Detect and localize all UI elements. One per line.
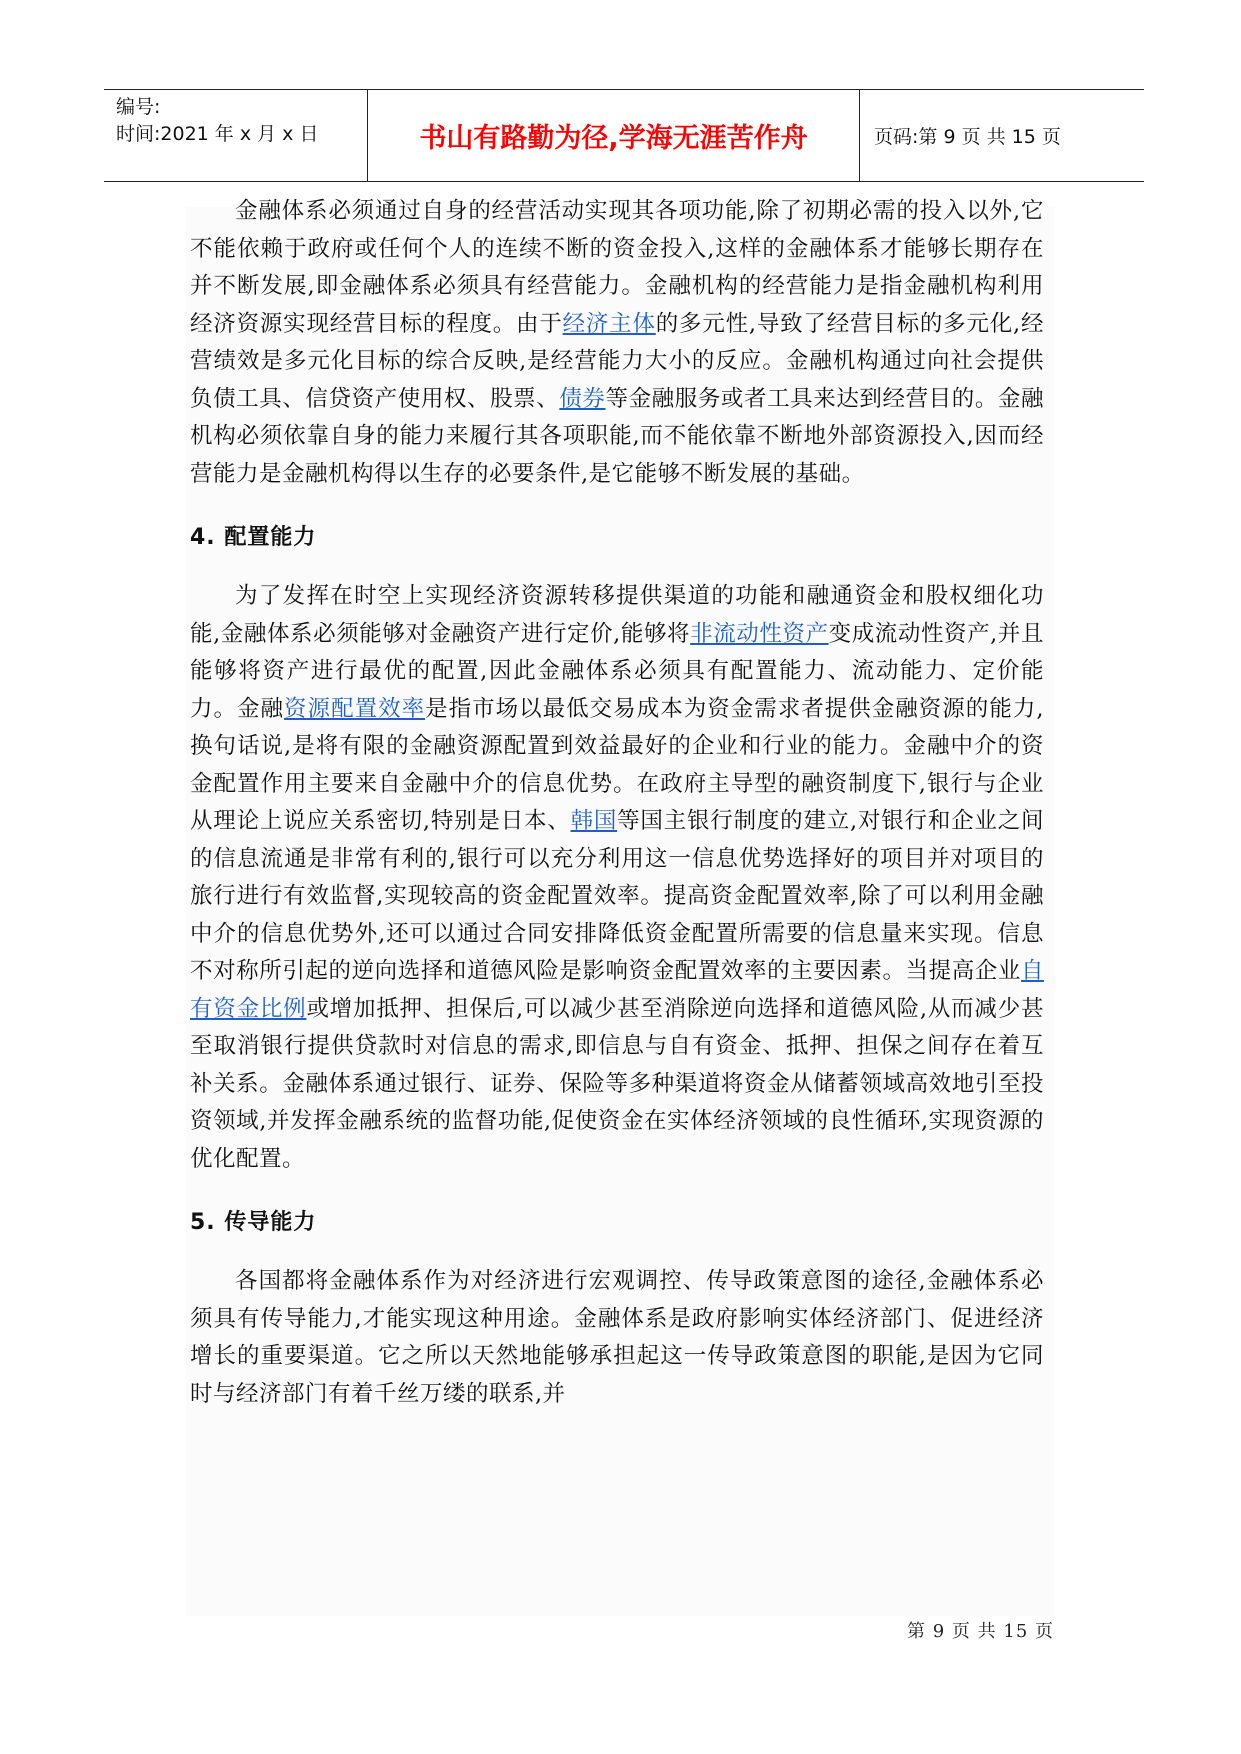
link-own-capital-ratio[interactable]: 自有资金比例 xyxy=(190,958,1044,1022)
paragraph-allocation-capacity: 为了发挥在时空上实现经济资源转移提供渠道的功能和融通资金和股权细化功能,金融体系必须能够对金融资产进行定价,能够将非流动性资产变成流动性资产,并且能够将资产进行最优的配置,因此金融体系必须具有配置能力、流动能力、定价能力。金融资源配置效率是指市场以最低交易成本为资金需求者提供金融资源的能力,换句话说,是将有限的金融资源配置到效益最好的企业和行业的能力。金融中介的资金配置作用主要来自金融中介的信息优势。在政府主导型的融资制度下,银行与企业从理论上说应关系密切,特别是日本、韩国等国主银行制度的建立,对银行和企业之间的信息流通是非常有利的,银行可以充分利用这一信息优势选择好的项目并对项目的旅行进行有效监督,实现较高的资金配置效率。提高资金配置效率,除了可以利用金融中介的信息优势外,还可以通过合同安排降低资金配置所需要的信息量来实现。信息不对称所引起的逆向选择和道德风险是影响资金配置效率的主要因素。当提高企业自有资金比例或增加抵押、担保后,可以减少甚至消除逆向选择和道德风险,从而减少甚至取消银行提供贷款时对信息的需求,即信息与自有资金、抵押、担保之间存在着互补关系。金融体系通过银行、证券、保险等多种渠道将资金从储蓄领域高效地引至投资领域,并发挥金融系统的监督功能,促使资金在实体经济领域的良性循环,实现资源的优化配置。 xyxy=(190,583,1044,1172)
section-heading-5: 5. 传导能力 xyxy=(190,1210,317,1235)
link-bonds[interactable]: 债券 xyxy=(559,385,606,412)
link-economic-entity[interactable]: 经济主体 xyxy=(562,310,656,337)
link-resource-allocation-efficiency[interactable]: 资源配置效率 xyxy=(284,695,426,722)
header-page-label: 页码:第 9 页 共 15 页 xyxy=(874,126,1061,148)
page-footer: 第 9 页 共 15 页 xyxy=(907,1621,1054,1642)
link-korea[interactable]: 韩国 xyxy=(570,808,618,834)
paragraph-operating-capacity: 金融体系必须通过自身的经营活动实现其各项功能,除了初期必需的投入以外,它不能依赖于政府或任何个人的连续不断的资金投入,这样的金融体系才能够长期存在并不断发展,即金融体系必须具有经营能力。金融机构的经营能力是指金融机构利用经济资源实现经营目标的程度。由于经济主体的多元性,导致了经营目标的多元化,经营绩效是多元化目标的综合反映,是经营能力大小的反应。金融机构通过向社会提供负债工具、信贷资产使用权、股票、债券等金融服务或者工具来达到经营目的。金融机构必须依靠自身的能力来履行其各项职能,而不能依靠不断地外部资源投入,因而经营能力是金融机构得以生存的必要条件,是它能够不断发展的基础。 xyxy=(190,198,1044,487)
page-header xyxy=(104,89,1144,182)
paragraph-transmission-capacity: 各国都将金融体系作为对经济进行宏观调控、传导政策意图的途径,金融体系必须具有传导能力,才能实现这种用途。金融体系是政府影响实体经济部门、促进经济增长的重要渠道。它之所以天然地能够承担起这一传导政策意图的职能,是因为它同时与经济部门有着千丝万缕的联系,并 xyxy=(190,1268,1044,1407)
time-label: 时间:2021 年 x 月 x 日 xyxy=(116,123,319,145)
header-info-cell xyxy=(104,90,368,181)
header-motto: 书山有路勤为径,学海无涯苦作舟 xyxy=(368,90,860,181)
link-non-liquid-assets[interactable]: 非流动性资产 xyxy=(690,620,829,647)
document-body xyxy=(186,198,1054,1616)
section-heading-4: 4. 配置能力 xyxy=(190,525,317,550)
number-label: 编号: xyxy=(116,96,161,118)
